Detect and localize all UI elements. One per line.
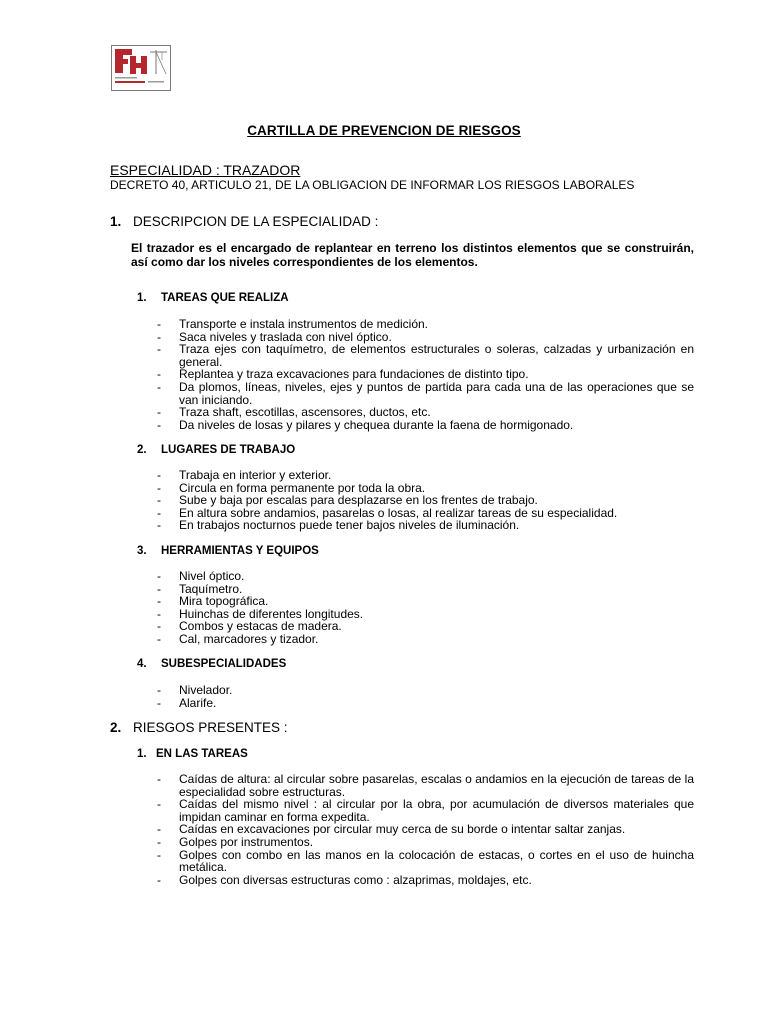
list-item: - Cal, marcadores y tizador. <box>157 631 319 646</box>
list-item: - Da niveles de losas y pilares y chequea durante la faena de hormigonado. <box>157 417 574 432</box>
list-item: - Golpes con diversas estructuras como : alzaprimas, moldajes, etc. <box>157 872 532 887</box>
section-number: 1. <box>110 214 122 229</box>
list-item: - En trabajos nocturnos puede tener bajos niveles de iluminación. <box>157 518 520 533</box>
list-item: - Caídas de altura: al circular sobre pasarelas, escalas o andamios en la ejecución de tareas de la especialidad sobre estructuras. <box>157 772 694 799</box>
tools-list <box>157 570 694 646</box>
list-item: - Caídas del mismo nivel : al circular por la obra, por acumulación de diversos materiales que impidan caminar en forma expedita. <box>157 797 694 824</box>
section-1-heading <box>110 214 378 229</box>
list-item: - Golpes por instrumentos. <box>157 834 314 849</box>
section-title: DESCRIPCION DE LA ESPECIALIDAD : <box>133 214 379 229</box>
subsection-heading: 1. TAREAS QUE REALIZA <box>137 292 289 304</box>
list-item: - Mira topográfica. <box>157 594 269 609</box>
list-item: - Huinchas de diferentes longitudes. <box>157 606 364 621</box>
list-item: - Sube y baja por escalas para desplazarse en los frentes de trabajo. <box>157 493 538 508</box>
list-item: - Traza shaft, escotillas, ascensores, ductos, etc. <box>157 405 431 420</box>
section-number: 2. <box>110 720 122 735</box>
workplace-list <box>157 469 694 532</box>
specialty-description: El trazador es el encargado de replantear en terreno los distintos elementos que se construirán, así como dar los niveles correspondientes de los elementos. <box>131 241 694 269</box>
list-item: - Circula en forma permanente por toda la obra. <box>157 480 426 495</box>
list-item: - Saca niveles y traslada con nivel óptico. <box>157 329 392 344</box>
subsection-heading: 2. LUGARES DE TRABAJO <box>137 444 296 456</box>
page-title: CARTILLA DE PREVENCION DE RIESGOS <box>247 123 521 138</box>
task-list <box>157 318 694 431</box>
decree-line: DECRETO 40, ARTICULO 21, DE LA OBLIGACION DE INFORMAR LOS RIESGOS LABORALES <box>110 178 635 192</box>
list-item: - En altura sobre andamios, pasarelas o losas, al realizar tareas de su especialidad. <box>157 505 618 520</box>
section-title: RIESGOS PRESENTES : <box>133 720 288 735</box>
subsection-heading: 3. HERRAMIENTAS Y EQUIPOS <box>137 545 319 557</box>
list-item: - Transporte e instala instrumentos de medición. <box>157 317 429 331</box>
list-item: - Taquímetro. <box>157 581 243 596</box>
list-item: - Traza ejes con taquímetro, de elementos estructurales o soleras, calzadas y urbanización en general. <box>157 342 694 369</box>
list-item: - Trabaja en interior y exterior. <box>157 468 332 482</box>
list-item: - Caídas en excavaciones por circular muy cerca de su borde o intentar saltar zanjas. <box>157 822 626 837</box>
list-item: - Golpes con combo en las manos en la colocación de estacas, o cortes en el uso de huincha metálica. <box>157 847 694 875</box>
list-item: - Alarife. <box>157 695 217 710</box>
list-item: - Combos y estacas de madera. <box>157 619 342 634</box>
list-item: - Da plomos, líneas, niveles, ejes y puntos de partida para cada una de las operaciones que se van iniciando. <box>157 379 694 407</box>
section-2-heading <box>110 720 288 735</box>
subspecialty-list <box>157 684 694 709</box>
subsection-heading: 4. SUBESPECIALIDADES <box>137 658 287 670</box>
list-item: - Nivelador. <box>157 683 233 697</box>
list-item: - Replantea y traza excavaciones para fundaciones de distinto tipo. <box>157 367 529 382</box>
subsection-heading: 1. EN LAS TAREAS <box>137 748 248 760</box>
company-logo-crane-icon <box>112 46 170 90</box>
risks-list <box>157 773 694 886</box>
specialty-heading: ESPECIALIDAD : TRAZADOR <box>110 162 301 178</box>
list-item: - Nivel óptico. <box>157 569 245 583</box>
company-logo <box>111 45 171 91</box>
